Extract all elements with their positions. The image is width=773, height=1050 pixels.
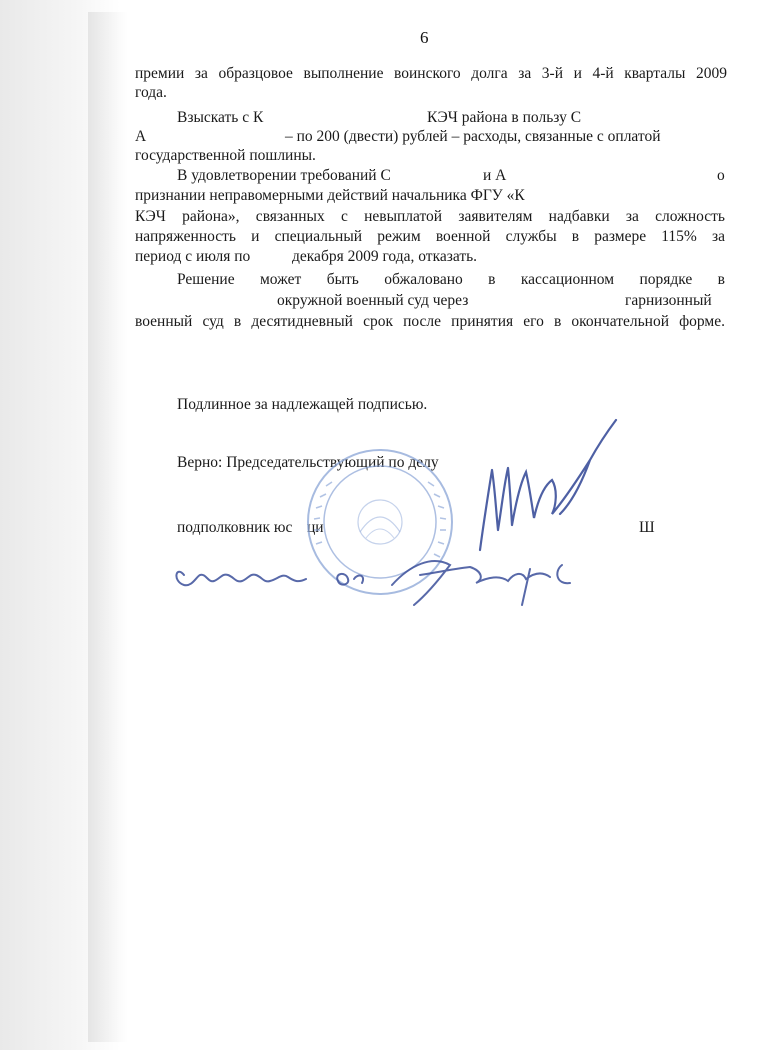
body-line-8-text: КЭЧ района», связанных с невыплатой заявителям надбавки за сложность [135,208,725,225]
body-line-1-text: премии за образцовое выполнение воинского долга за 3-й и 4-й кварталы 2009 [135,65,727,82]
body-line-12-end: гарнизонный [625,292,712,309]
body-line-3-end: КЭЧ района в пользу С [427,109,582,126]
body-line-8 [135,207,725,226]
body-line-5: государственной пошлины. [135,147,316,164]
body-line-13 [135,312,725,331]
body-line-2: года. [135,84,167,101]
body-line-10-end: декабря 2009 года, отказать. [292,248,478,265]
page-number: 6 [420,28,429,47]
body-line-6-start: В удовлетворении требований С [177,167,391,184]
signer-rank-start: подполковник юс [177,519,293,536]
body-line-9 [135,227,725,246]
body-line-7: признании неправомерными действий начальника ФГУ «К [135,187,525,204]
body-line-12-start: окружной военный суд через [277,292,469,309]
secretary-handwriting [170,545,600,615]
body-line-6-mid: и А [483,167,507,184]
body-line-4-start: А [135,128,147,145]
body-line-6-end: о [717,167,725,184]
signer-surname-initial: Ш [639,519,655,536]
body-line-3-start: Взыскать с К [177,109,264,126]
body-line-11-text: Решение может быть обжаловано в кассационном порядке в [177,271,725,288]
signer-rank-end: ци [307,519,324,536]
true-copy-note: Верно: Председательствующий по делу [177,454,439,471]
original-note: Подлинное за надлежащей подписью. [177,396,428,413]
body-line-1 [135,64,727,83]
body-line-10-start: период с июля по [135,248,251,265]
body-line-9-text: напряженность и специальный режим военной службы в размере 115% за [135,228,725,245]
scan-shadow [88,12,128,1042]
body-line-13-text: военный суд в десятидневный срок после принятия его в окончательной форме. [135,313,725,330]
body-line-4-end: – по 200 (двести) рублей – расходы, связанные с оплатой [285,128,661,145]
